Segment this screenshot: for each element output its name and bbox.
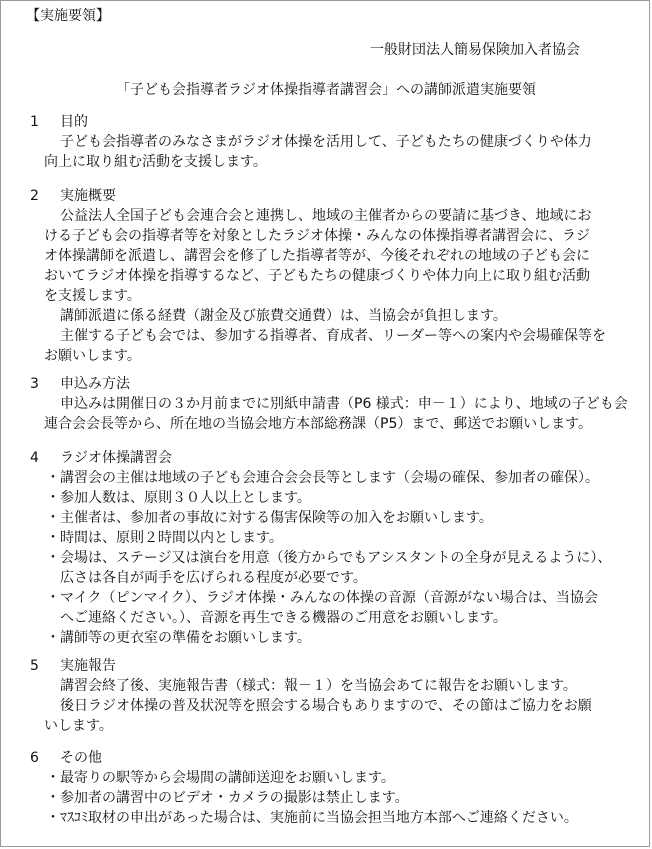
- paragraph-line: いします。: [44, 718, 113, 734]
- section-heading: 6 その他: [30, 750, 102, 766]
- paragraph-line: 向上に取り組む活動を支援します。: [44, 154, 267, 170]
- section-heading: 4 ラジオ体操講習会: [30, 450, 172, 466]
- section-workshop: [30, 448, 630, 648]
- paragraph-line: 子ども会指導者のみなさまがラジオ体操を活用して、子どもたちの健康づくりや体力: [60, 134, 592, 150]
- paragraph-line: 申込みは開催日の３か月前までに別紙申請書（P6 様式：申－１）により、地域の子ども会: [60, 396, 628, 412]
- list-item: ・会場は、ステージ又は演台を用意（後方からでもアシスタントの全身が見えるように）、: [46, 550, 612, 566]
- paragraph-line: お願いします。: [44, 348, 141, 364]
- list-item: ・参加人数は、原則３０人以上とします。: [46, 490, 311, 506]
- section-heading: 3 申込み方法: [30, 376, 130, 392]
- paragraph-line: 主催する子ども会では、参加する指導者、育成者、リーダー等への案内や会場確保等を: [60, 328, 606, 344]
- paragraph-line: 公益法人全国子ども会連合会と連携し、地域の主催者からの要請に基づき、地域にお: [60, 208, 592, 224]
- document-tag: 【実施要領】: [26, 8, 110, 24]
- paragraph-line: 講師派遣に係る経費（謝金及び旅費交通費）は、当協会が負担します。: [60, 308, 507, 324]
- paragraph-line: 講習会終了後、実施報告書（様式：報－１）を当協会あてに報告をお願いします。: [60, 678, 577, 694]
- list-item: ・参加者の講習中のビデオ・カメラの撮影は禁止します。: [46, 790, 409, 806]
- paragraph-line: ける子ども会の指導者等を対象としたラジオ体操・みんなの体操指導者講習会に、ラジ: [44, 228, 590, 244]
- section-application: [30, 374, 630, 434]
- organization-name: 一般財団法人簡易保険加入者協会: [370, 42, 580, 58]
- list-item: ・ﾏｽｺﾐ取材の申出があった場合は、実施前に当協会担当地方本部へご連絡ください。: [46, 810, 578, 826]
- section-heading: 1 目的: [30, 114, 88, 130]
- paragraph-line: オ体操講師を派遣し、講習会を修了した指導者等が、今後それぞれの地域の子ども会に: [44, 248, 590, 264]
- section-heading: 2 実施概要: [30, 188, 116, 204]
- section-overview: [30, 186, 630, 366]
- section-heading: 5 実施報告: [30, 658, 116, 674]
- list-item: ・講師等の更衣室の準備をお願いします。: [46, 630, 311, 646]
- paragraph-line: を支援します。: [44, 288, 141, 304]
- list-item: ・マイク（ピンマイク）、ラジオ体操・みんなの体操の音源（音源がない場合は、当協会: [46, 590, 598, 606]
- section-report: [30, 656, 630, 736]
- list-item: ・時間は、原則２時間以内とします。: [46, 530, 283, 546]
- paragraph-line: 連合会会長等から、所在地の当協会地方本部総務課（P5）まで、郵送でお願いします。: [44, 416, 592, 432]
- document-title: 「子ども会指導者ラジオ体操指導者講習会」への講師派遣実施要領: [116, 82, 536, 98]
- paragraph-line: 後日ラジオ体操の普及状況等を照会する場合もありますので、その節はご協力をお願: [60, 698, 592, 714]
- list-item: ・主催者は、参加者の事故に対する傷害保険等の加入をお願いします。: [46, 510, 493, 526]
- list-item-continuation: へご連絡ください。）、音源を再生できる機器のご用意をお願いします。: [60, 610, 507, 626]
- list-item: ・講習会の主催は地域の子ども会連合会会長等とします（会場の確保、参加者の確保）。: [46, 470, 599, 486]
- section-other: [30, 748, 630, 828]
- paragraph-line: おいてラジオ体操を指導するなど、子どもたちの健康づくりや体力向上に取り組む活動: [44, 268, 590, 284]
- list-item-continuation: 広さは各自が両手を広げられる程度が必要です。: [60, 570, 367, 586]
- section-purpose: [30, 112, 630, 172]
- list-item: ・最寄りの駅等から会場間の講師送迎をお願いします。: [46, 770, 395, 786]
